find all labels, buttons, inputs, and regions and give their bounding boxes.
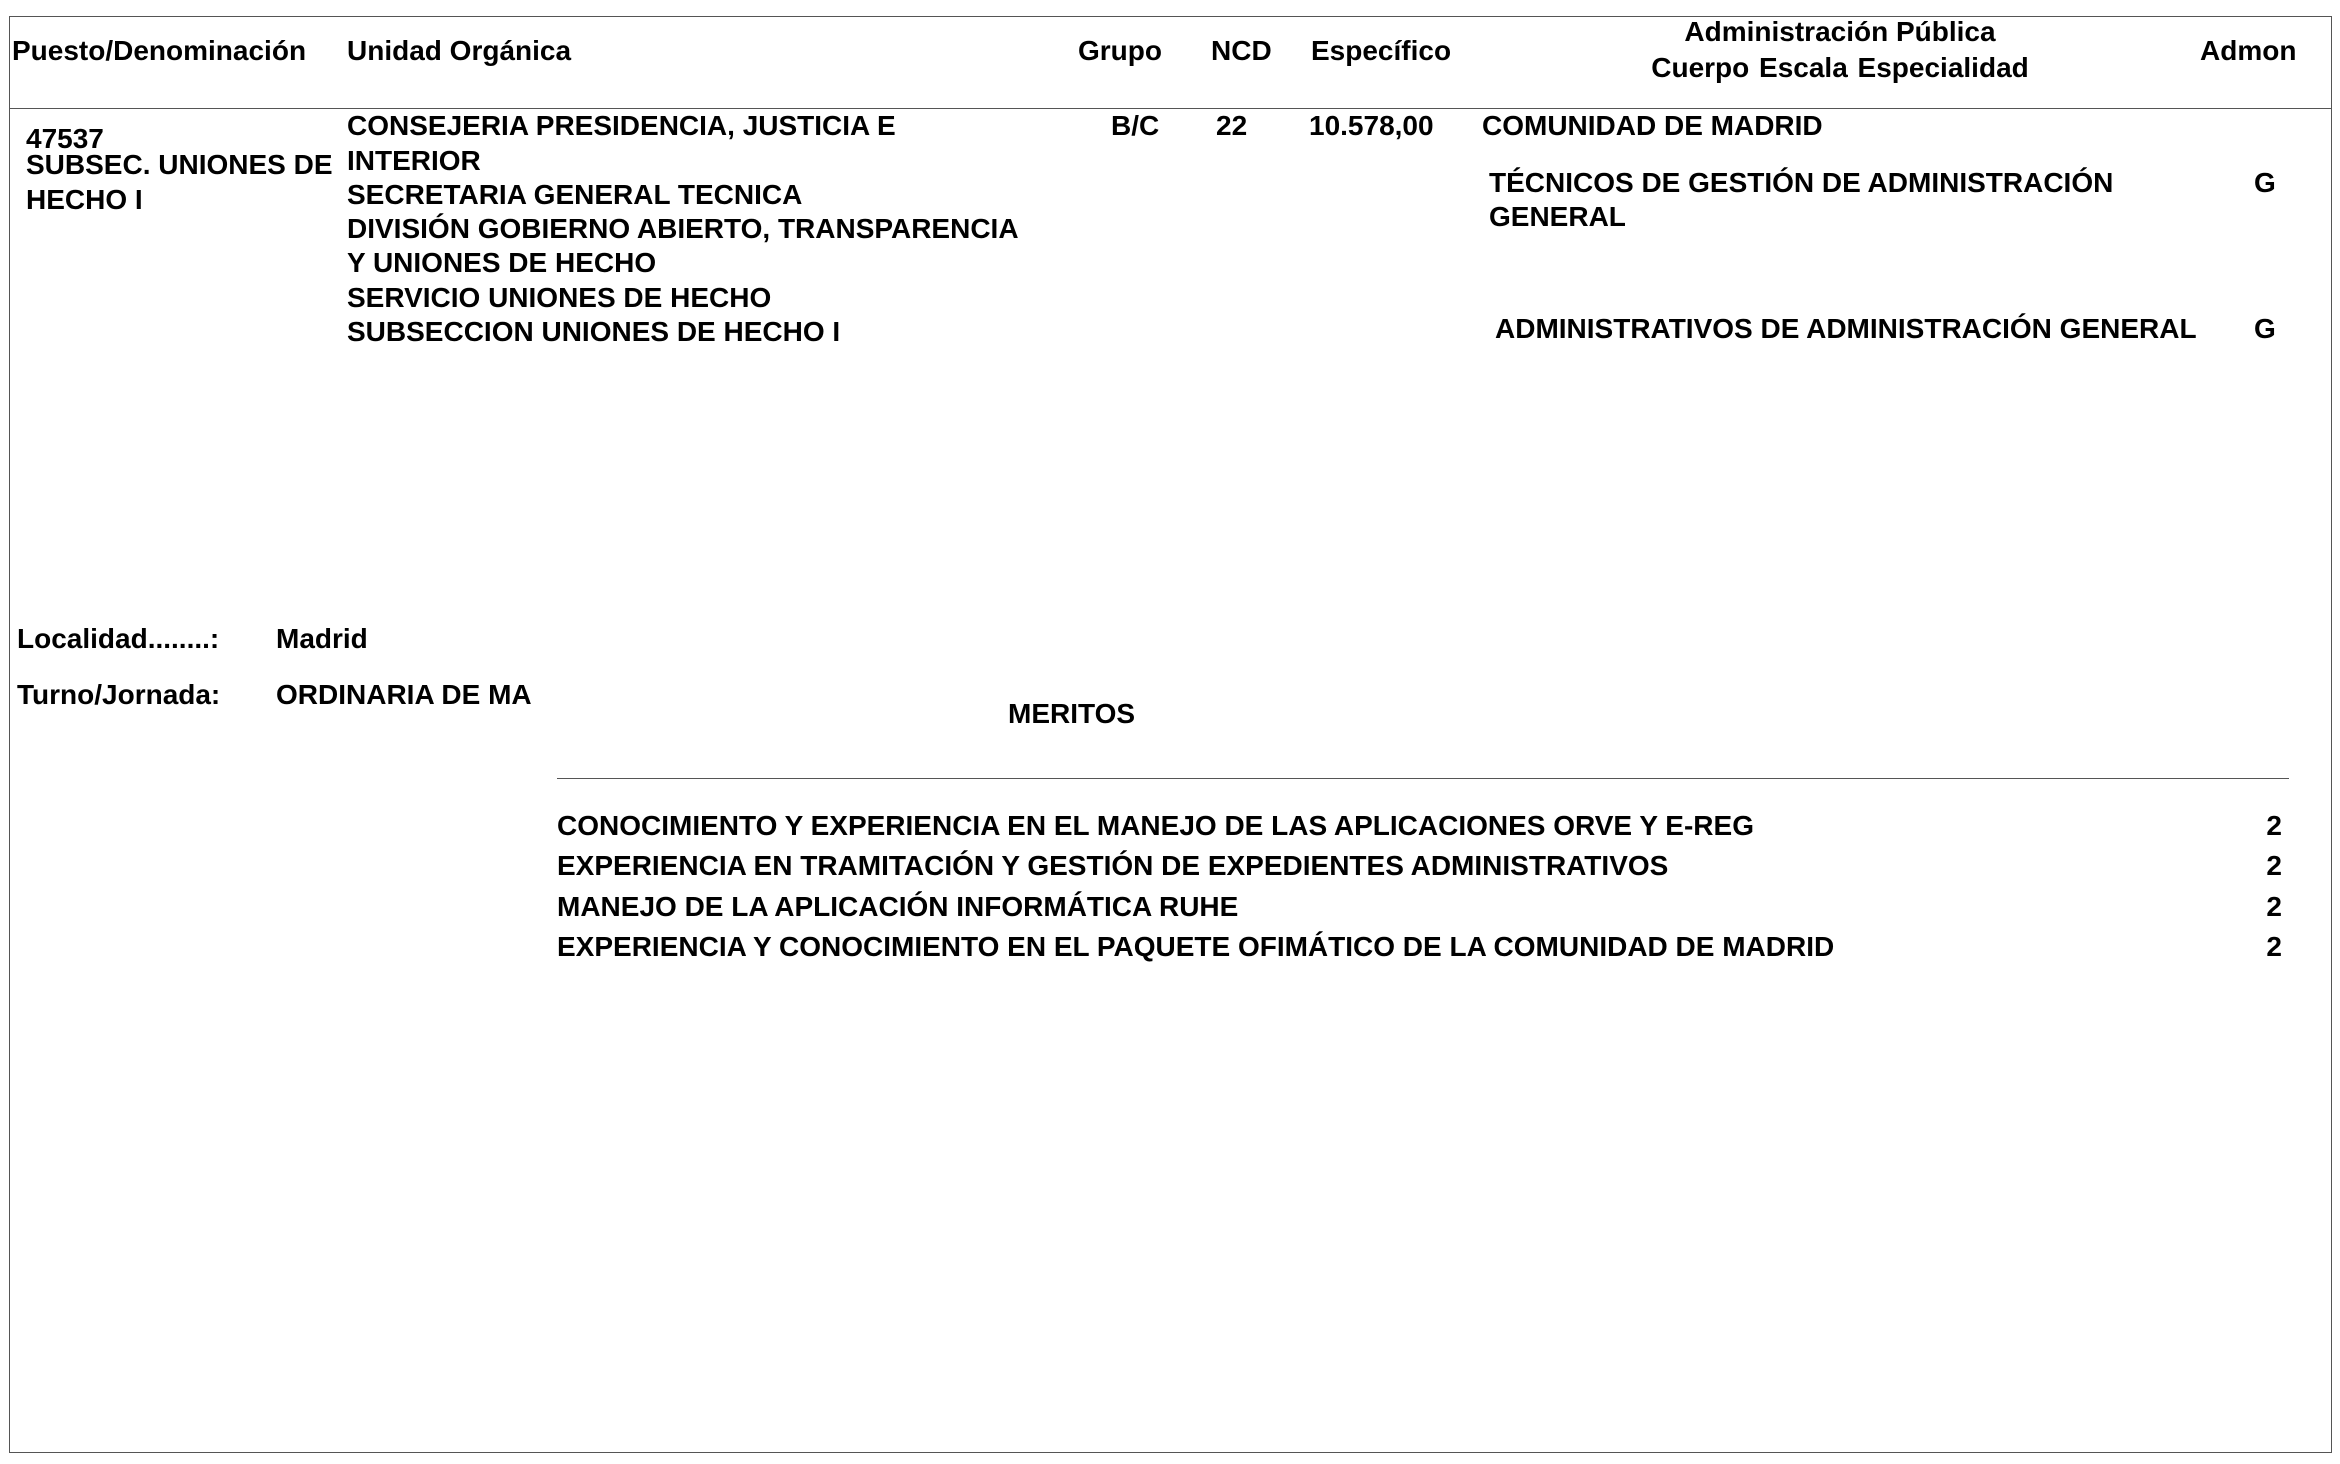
cuerpo-line: TÉCNICOS DE GESTIÓN DE ADMINISTRACIÓN (1489, 167, 2114, 198)
localidad-value: Madrid (276, 623, 368, 654)
puesto-codigo: 47537 (26, 123, 104, 154)
cuerpo-admon: G (2254, 313, 2276, 344)
puesto-denominacion-line: SUBSEC. UNIONES DE (26, 149, 333, 180)
unidad-organica-line: INTERIOR (347, 145, 481, 176)
header-ncd: NCD (1211, 35, 1272, 66)
header-admon: Admon (2200, 35, 2297, 66)
merito-points: 2 (2266, 931, 2282, 962)
localidad-label: Localidad........: (17, 623, 220, 654)
puesto-denominacion-line: HECHO I (26, 184, 143, 215)
unidad-organica-line: DIVISIÓN GOBIERNO ABIERTO, TRANSPARENCIA (347, 213, 1019, 244)
merito-text: EXPERIENCIA Y CONOCIMIENTO EN EL PAQUETE OFIMÁTICO DE LA COMUNIDAD DE MADRID (557, 931, 1835, 962)
grupo-value: B/C (1111, 110, 1160, 141)
unidad-organica-line: SERVICIO UNIONES DE HECHO (347, 282, 772, 313)
merito-points: 2 (2266, 891, 2282, 922)
cuerpo-line: GENERAL (1489, 201, 1626, 232)
meritos-title: MERITOS (1008, 698, 1136, 729)
administracion-value: COMUNIDAD DE MADRID (1482, 110, 1823, 141)
merito-text: MANEJO DE LA APLICACIÓN INFORMÁTICA RUHE (557, 891, 1239, 922)
merito-points: 2 (2266, 850, 2282, 881)
unidad-organica-line: Y UNIONES DE HECHO (347, 247, 657, 278)
header-administracion-publica: Administración Pública (1684, 16, 1996, 47)
cuerpo-line: ADMINISTRATIVOS DE ADMINISTRACIÓN GENERAL (1495, 313, 2197, 344)
especifico-value: 10.578,00 (1309, 110, 1434, 141)
merito-text: EXPERIENCIA EN TRAMITACIÓN Y GESTIÓN DE EXPEDIENTES ADMINISTRATIVOS (557, 850, 1669, 881)
header-unidad-organica: Unidad Orgánica (347, 35, 572, 66)
header-grupo: Grupo (1078, 35, 1162, 66)
unidad-organica-line: SECRETARIA GENERAL TECNICA (347, 179, 803, 210)
merito-text: CONOCIMIENTO Y EXPERIENCIA EN EL MANEJO DE LAS APLICACIONES ORVE Y E-REG (557, 810, 1754, 841)
turno-value: ORDINARIA DE MA (276, 679, 532, 710)
unidad-organica-line: CONSEJERIA PRESIDENCIA, JUSTICIA E (347, 110, 896, 141)
header-especifico: Específico (1311, 35, 1452, 66)
turno-label: Turno/Jornada: (17, 679, 221, 710)
ncd-value: 22 (1216, 110, 1248, 141)
merito-points: 2 (2266, 810, 2282, 841)
cuerpo-admon: G (2254, 167, 2276, 198)
header-cuerpo-escala-especialidad: Cuerpo Escala Especialidad (1651, 52, 2029, 83)
unidad-organica-line: SUBSECCION UNIONES DE HECHO I (347, 316, 841, 347)
meritos-divider (557, 778, 2289, 779)
header-puesto: Puesto/Denominación (12, 35, 307, 66)
